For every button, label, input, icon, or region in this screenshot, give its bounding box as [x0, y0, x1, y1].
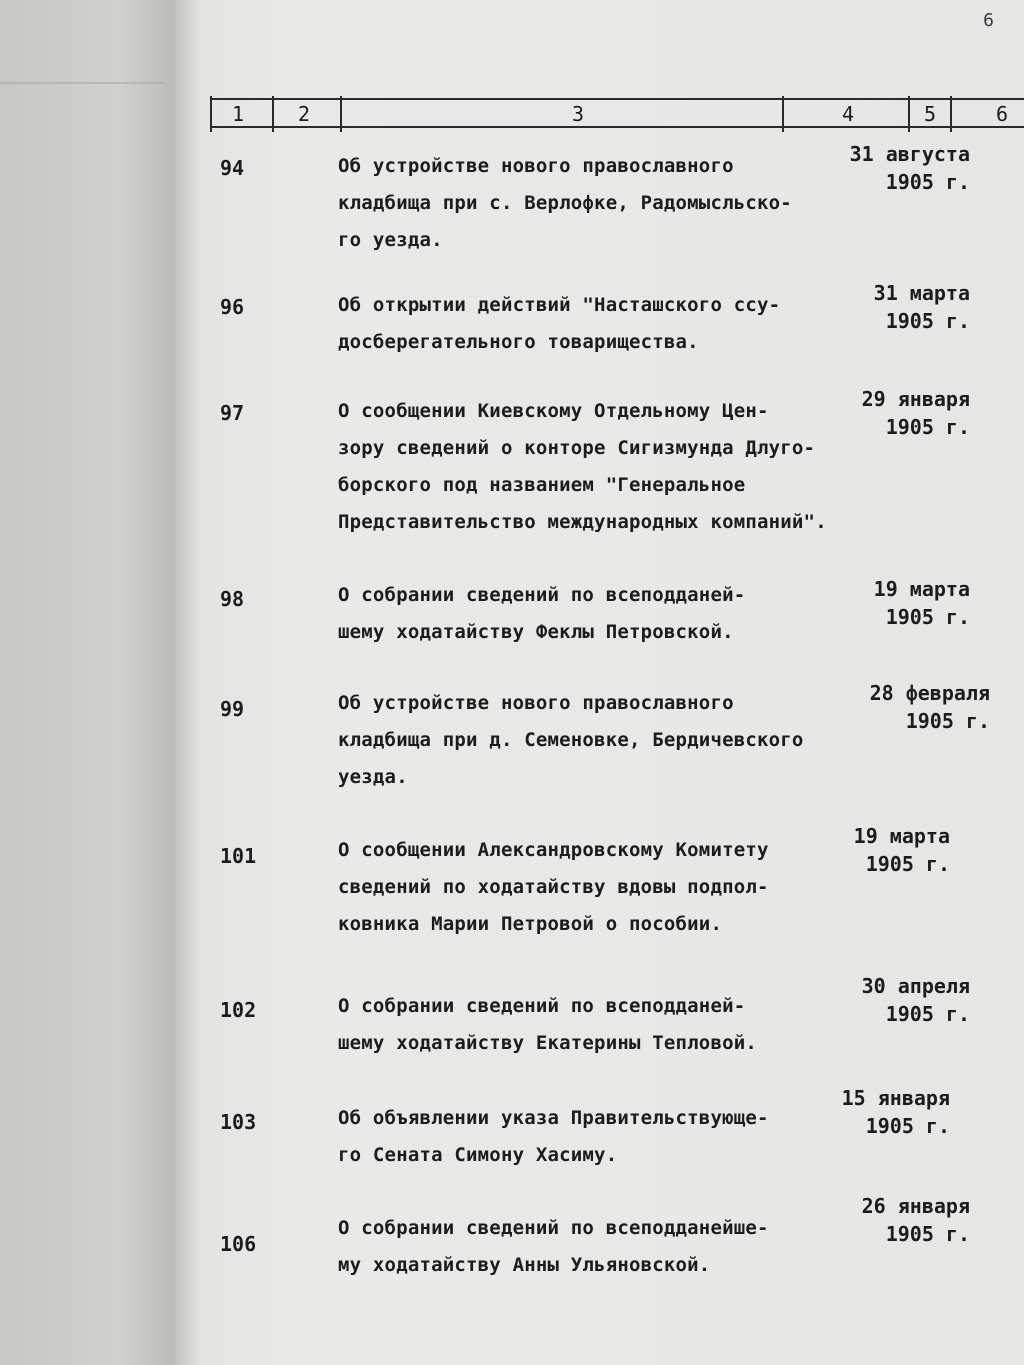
entry-date: 26 января 1905 г.: [861, 1194, 970, 1246]
entry-date: 30 апреля 1905 г.: [861, 974, 970, 1026]
entry-title: О сообщении Александровскому Комитету сведений по ходатайству вдовы подпол- ковника Марии Петровой о пособии.: [338, 839, 769, 935]
column-header-4: 4: [842, 102, 855, 126]
column-header-2: 2: [298, 102, 311, 126]
facing-page: [0, 0, 170, 1365]
entry-title: Об устройстве нового православного кладбища при с. Верлофке, Радомысльско- го уезда.: [338, 155, 792, 251]
entry-date: 19 марта 1905 г.: [853, 824, 950, 876]
entry-title: Об открытии действий "Насташского ссу- досберегательного товарищества.: [338, 294, 781, 353]
column-header-1: 1: [232, 102, 245, 126]
entry-title: О сообщении Киевскому Отдельному Цен- зору сведений о конторе Сигизмунда Длуго- борского под названием "Генеральное Представительство международных компаний".: [338, 400, 827, 533]
column-header-rule: [210, 96, 1024, 132]
entry-title: О собрании сведений по всеподданейше- му ходатайству Анны Ульяновской.: [338, 1217, 769, 1276]
entry-date: 19 марта 1905 г.: [873, 577, 970, 629]
entry-number: 102: [220, 998, 257, 1022]
entry-number: 106: [220, 1232, 257, 1256]
column-header-3: 3: [572, 102, 585, 126]
entry-number: 97: [220, 401, 245, 425]
entry-number: 96: [220, 295, 245, 319]
entry-title: Об устройстве нового православного кладбища при д. Семеновке, Бердичевского уезда.: [338, 692, 804, 788]
entry-title: Об объявлении указа Правительствующе- го Сената Симону Хасиму.: [338, 1107, 769, 1166]
page-number: 6: [983, 10, 994, 31]
facing-page-rule: [0, 82, 165, 84]
entry-number: 101: [220, 844, 257, 868]
entry-date: 31 августа 1905 г.: [849, 142, 970, 194]
entry-number: 98: [220, 587, 245, 611]
entry-title: О собрании сведений по всеподданей- шему ходатайству Екатерины Тепловой.: [338, 995, 758, 1054]
entry-date: 29 января 1905 г.: [861, 387, 970, 439]
entry-title: О собрании сведений по всеподданей- шему ходатайству Феклы Петровской.: [338, 584, 746, 643]
entry-number: 99: [220, 697, 245, 721]
entry-number: 103: [220, 1110, 257, 1134]
entry-date: 15 января 1905 г.: [841, 1086, 950, 1138]
column-header-6: 6: [996, 102, 1009, 126]
entry-date: 28 февраля 1905 г.: [869, 681, 990, 733]
column-header-5: 5: [924, 102, 937, 126]
entry-number: 94: [220, 156, 245, 180]
entry-date: 31 марта 1905 г.: [873, 281, 970, 333]
document-page: [170, 0, 1024, 1365]
